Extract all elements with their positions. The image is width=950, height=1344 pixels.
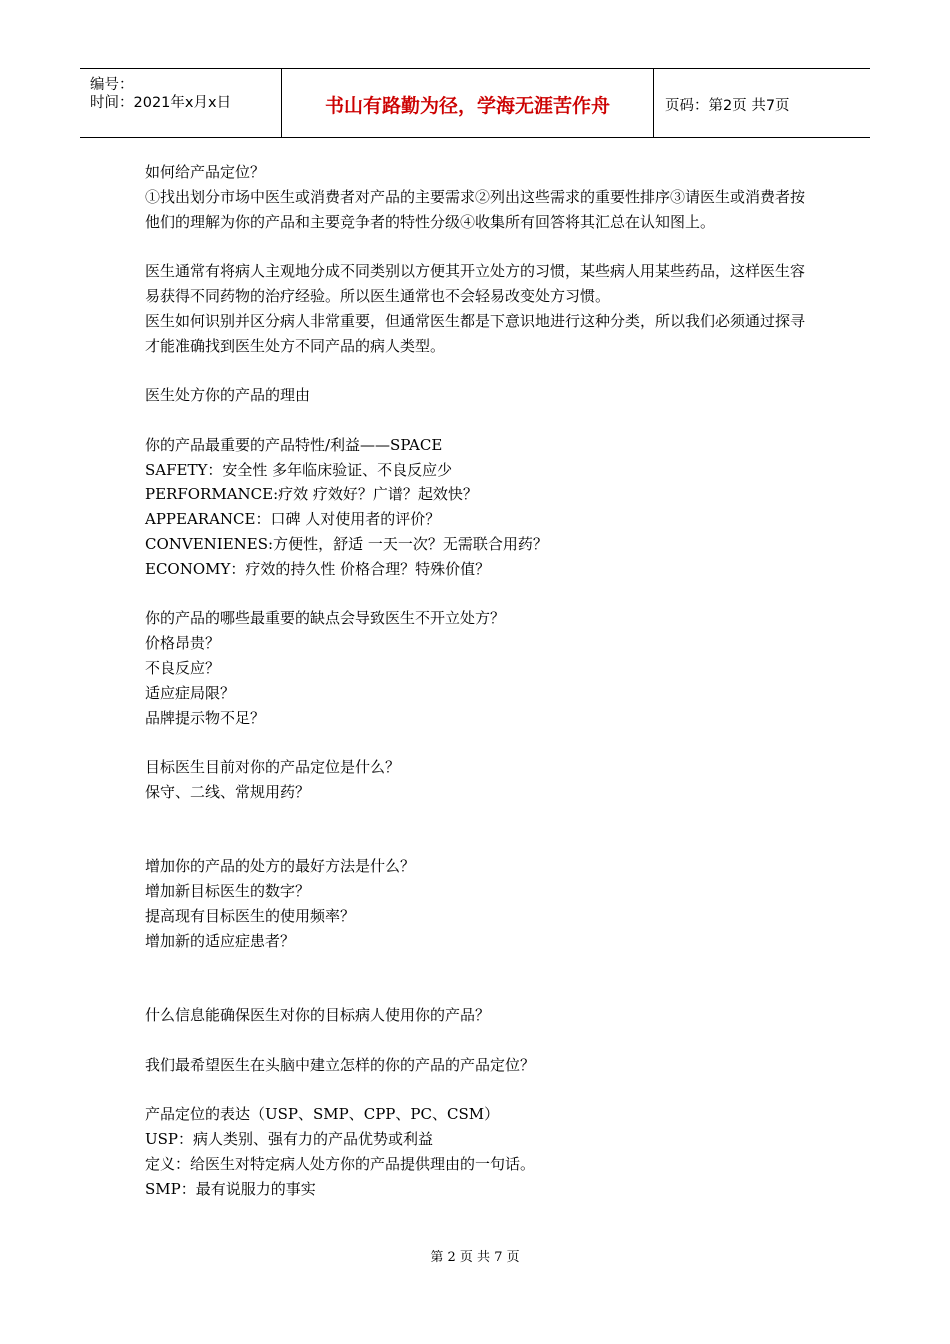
list-item: USP：病人类别、强有力的产品优势或利益: [145, 1130, 434, 1149]
list-item: 增加新的适应症患者？: [145, 931, 296, 950]
paragraph: ①找出划分市场中医生或消费者对产品的主要需求②列出这些需求的重要性排序③请医生或消费者按他们的理解为你的产品和主要竞争者的特性分级④收集所有回答将其汇总在认知图上。: [145, 187, 806, 231]
section-heading: 产品定位的表达（USP、SMP、CPP、PC、CSM）: [145, 1105, 500, 1124]
header-left-cell: [80, 69, 282, 137]
question: 什么信息能确保医生对你的目标病人使用你的产品？: [145, 1006, 491, 1025]
number-label: 编号：: [90, 77, 134, 93]
list-item: CONVENIENES:方便性，舒适 一天一次？无需联合用药？: [145, 534, 548, 553]
header-motto-cell: [282, 69, 654, 137]
list-item: 适应症局限？: [145, 683, 236, 702]
list-item: 品牌提示物不足？: [145, 708, 266, 727]
list-item: SAFETY：安全性 多年临床验证、不良反应少: [145, 460, 453, 479]
paragraph: 医生通常有将病人主观地分成不同类别以方便其开立处方的习惯，某些病人用某些药品，这样医生容易获得不同药物的治疗经验。所以医生通常也不会轻易改变处方习惯。: [145, 262, 806, 305]
list-item: PERFORMANCE:疗效 疗效好？广谱？起效快？: [145, 485, 478, 504]
list-item: 价格昂贵？: [145, 634, 221, 653]
list-item: APPEARANCE：口碑 人对使用者的评价？: [145, 510, 441, 529]
page-info: 页码：第2页 共7页: [665, 98, 790, 114]
list-item: 保守、二线、常规用药？: [145, 782, 311, 801]
list-item: 不良反应？: [145, 658, 221, 677]
list-item: 提高现有目标医生的使用频率？: [145, 906, 356, 925]
motto: 书山有路勤为径，学海无涯苦作舟: [324, 95, 610, 117]
list-item: ECONOMY：疗效的持久性 价格合理？特殊价值？: [145, 559, 491, 578]
question: 我们最希望医生在头脑中建立怎样的你的产品的产品定位？: [145, 1055, 536, 1074]
document-body: [145, 160, 810, 1201]
section-heading: 你的产品的哪些最重要的缺点会导致医生不开立处方？: [145, 609, 506, 628]
header-page-cell: [655, 69, 870, 137]
date-label: 时间：2021年x月x日: [90, 95, 232, 111]
paragraph: 医生如何识别并区分病人非常重要，但通常医生都是下意识地进行这种分类，所以我们必须通过探寻才能准确找到医生处方不同产品的病人类型。: [145, 311, 806, 355]
section-heading: 医生处方你的产品的理由: [145, 386, 311, 405]
page-footer: 第 2 页 共 7 页: [430, 1250, 520, 1265]
section-heading: 你的产品最重要的产品特性/利益——SPACE: [145, 435, 443, 454]
section-heading: 增加你的产品的处方的最好方法是什么？: [145, 857, 416, 876]
list-item: 增加新目标医生的数字？: [145, 882, 311, 901]
list-item: 定义：给医生对特定病人处方你的产品提供理由的一句话。: [145, 1154, 536, 1173]
paragraph-heading: 如何给产品定位？: [145, 163, 266, 181]
section-heading: 目标医生目前对你的产品定位是什么？: [145, 758, 401, 777]
list-item: SMP：最有说服力的事实: [145, 1179, 316, 1198]
document-header: [80, 68, 870, 138]
